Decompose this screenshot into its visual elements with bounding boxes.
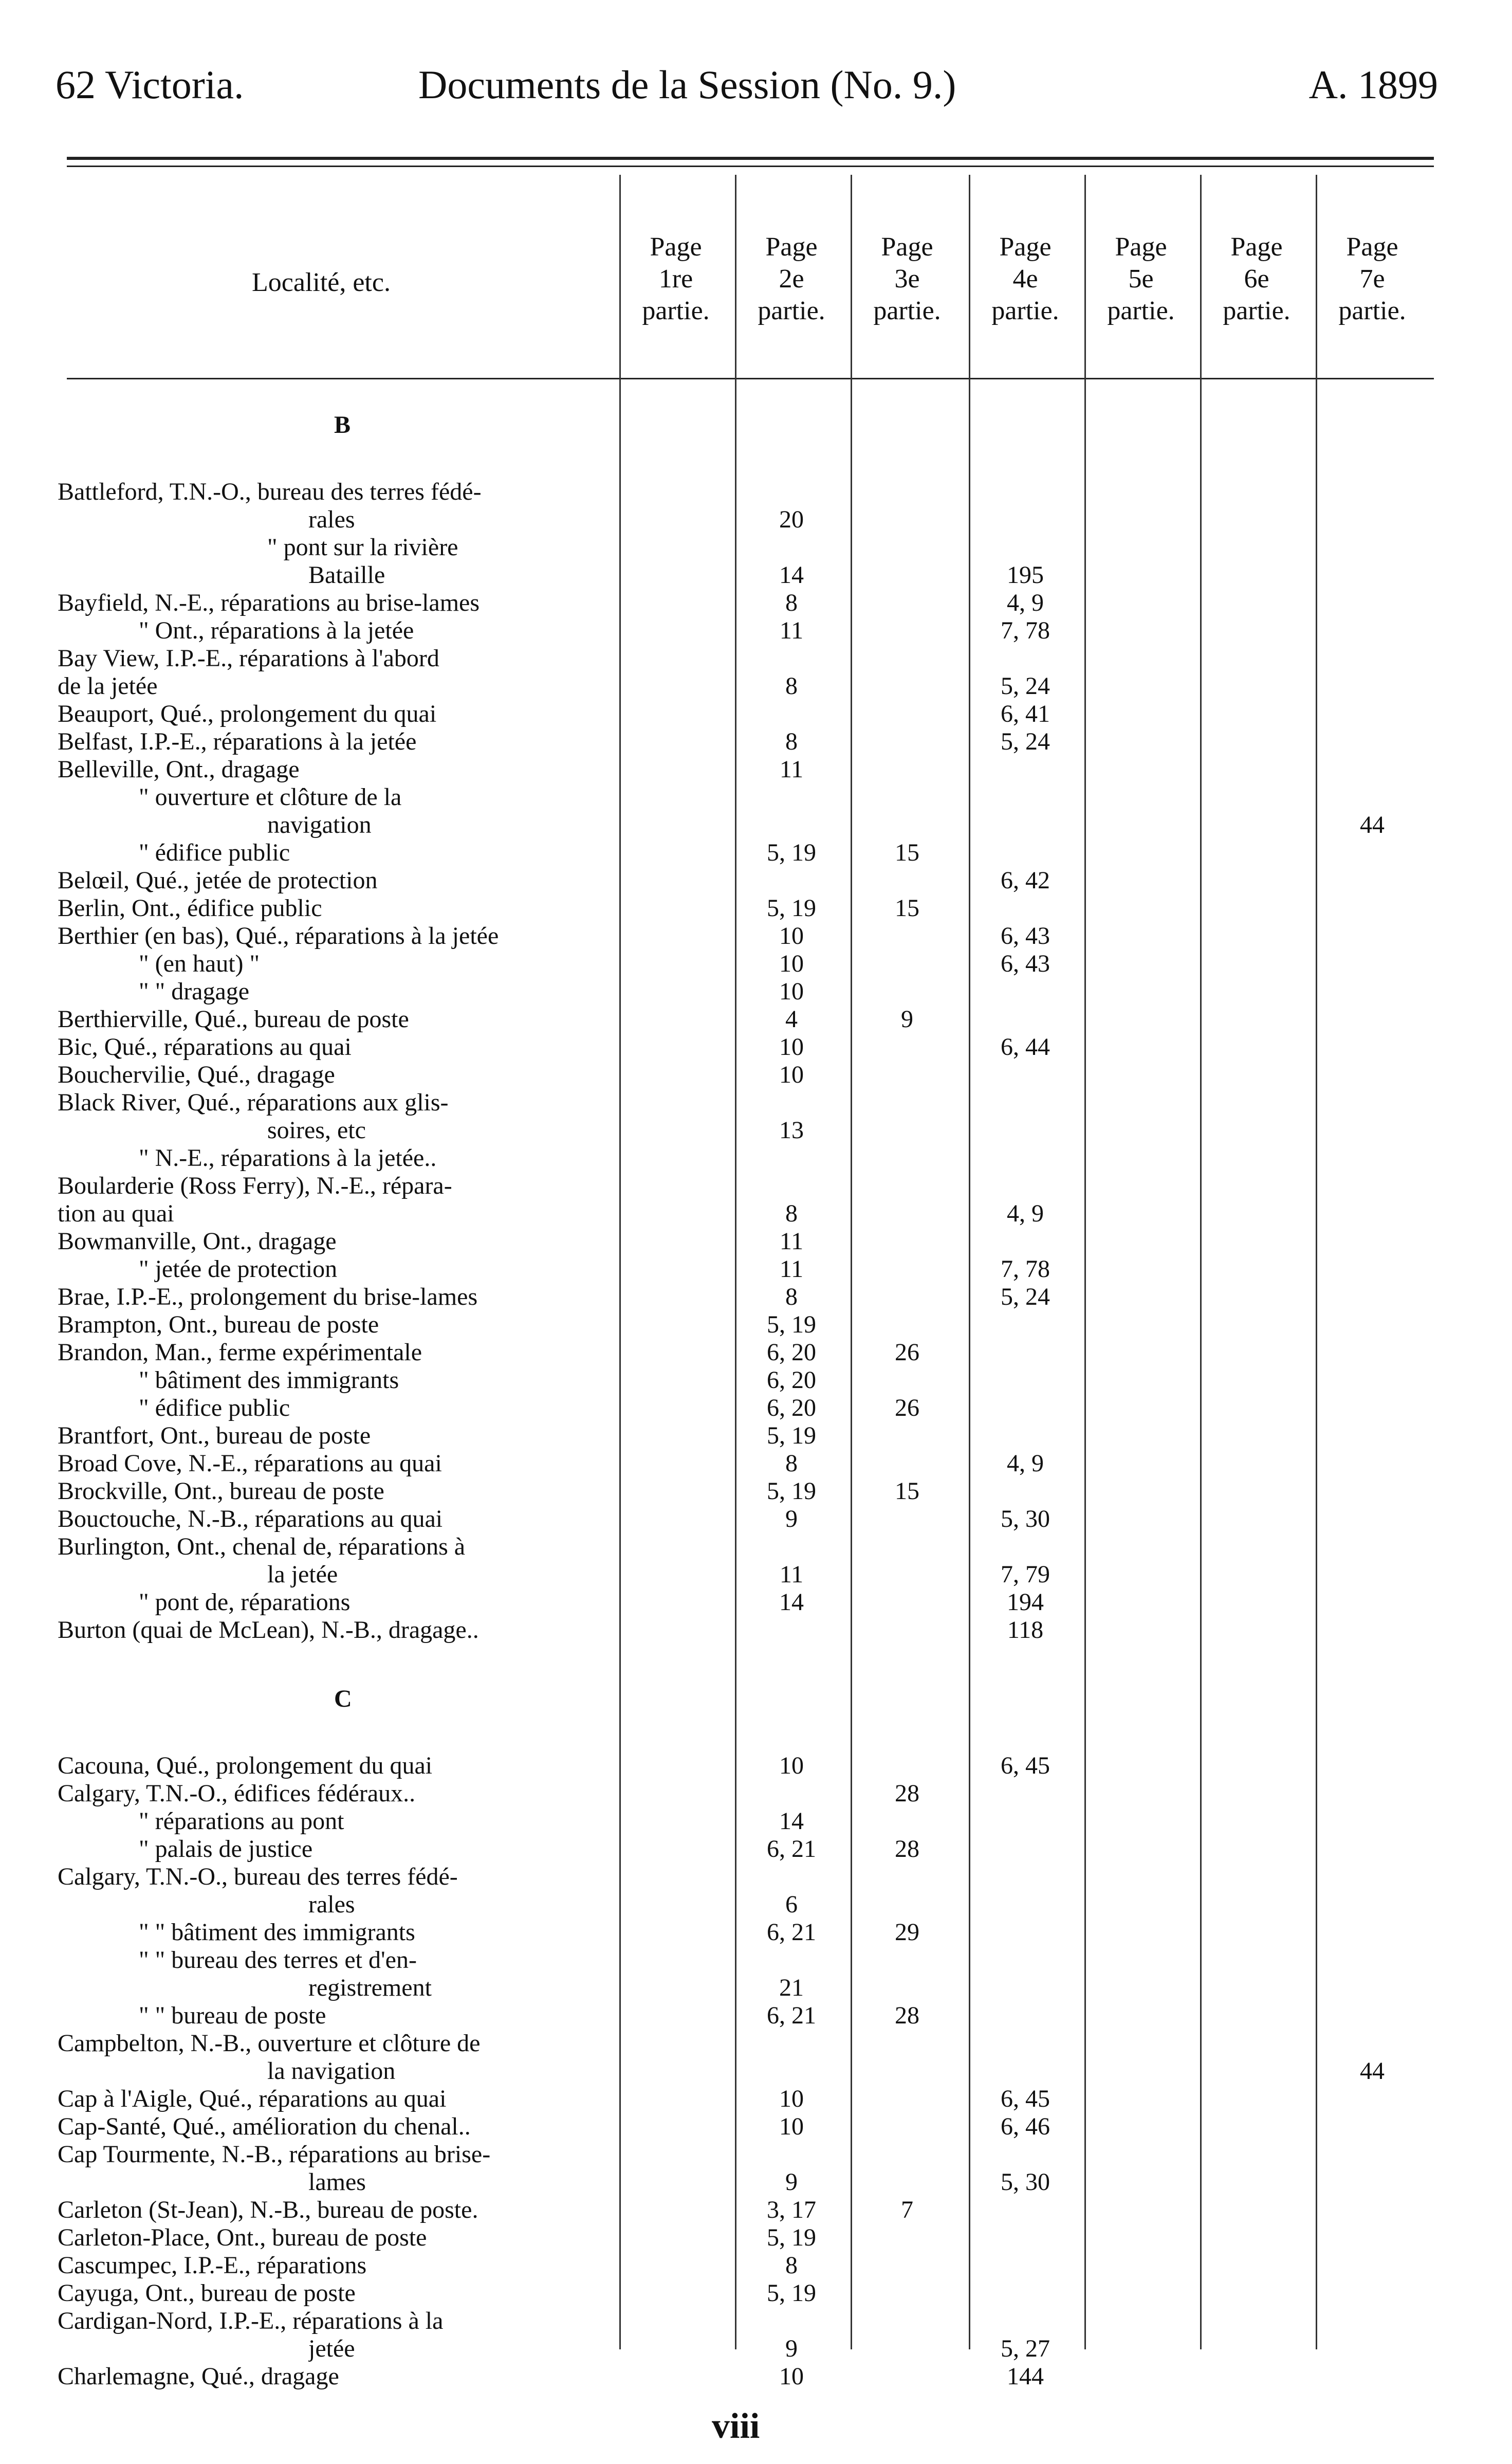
table-row [0, 2141, 1512, 2168]
locality-text: " Ont., réparations à la jetée [139, 617, 414, 644]
table-row [0, 1589, 1512, 1616]
page-ref-p2: 6, 21 [767, 1835, 816, 1863]
page-ref-p3: 28 [895, 1780, 919, 1807]
locality-text: Belœil, Qué., jetée de protection [58, 867, 378, 894]
page-ref-p4: 194 [1007, 1589, 1044, 1616]
locality-text: " jetée de protection [139, 1255, 338, 1283]
page-ref-p4: 5, 27 [1001, 2335, 1050, 2362]
page-ref-p3: 7 [901, 2196, 913, 2223]
table-row [0, 1311, 1512, 1339]
page-ref-p3: 15 [895, 895, 919, 922]
column-header-line: partie. [758, 296, 825, 325]
table-row [0, 534, 1512, 561]
column-header-line: partie. [873, 296, 941, 325]
table-row [0, 1228, 1512, 1255]
page-ref-p2: 8 [785, 589, 798, 616]
column-header-line: 4e [1012, 264, 1038, 294]
page-ref-p2: 10 [779, 1061, 804, 1088]
page-ref-p4: 6, 41 [1001, 700, 1050, 727]
locality-text: Broad Cove, N.-E., réparations au quai [58, 1450, 442, 1477]
page-ref-p2: 10 [779, 2363, 804, 2390]
table-row [0, 2057, 1512, 2085]
locality-text: " N.-E., réparations à la jetée.. [139, 1144, 437, 1172]
table-row [0, 978, 1512, 1006]
locality-text: tion au quai [58, 1200, 174, 1227]
table-row [0, 2030, 1512, 2057]
header-year: A. 1899 [1308, 62, 1438, 107]
table-row [0, 1808, 1512, 1835]
header-volume: 62 Victoria. [56, 62, 244, 107]
table-row [0, 1366, 1512, 1394]
locality-text: Bouctouche, N.-B., réparations au quai [58, 1505, 443, 1532]
table-row [0, 645, 1512, 672]
page-ref-p2: 6 [785, 1891, 798, 1918]
page-ref-p2: 10 [779, 1033, 804, 1061]
page-ref-p4: 7, 78 [1001, 1255, 1050, 1283]
page-ref-p2: 8 [785, 1200, 798, 1227]
column-header-part-5 [1090, 231, 1192, 327]
locality-text: Charlemagne, Qué., dragage [58, 2363, 339, 2390]
page-ref-p4: 4, 9 [1007, 1200, 1044, 1227]
locality-text: " bâtiment des immigrants [139, 1366, 399, 1394]
table-row [0, 756, 1512, 783]
table-row [0, 2252, 1512, 2279]
page-ref-p2: 8 [785, 1450, 798, 1477]
column-header-line: partie. [991, 296, 1059, 325]
table-row [0, 478, 1512, 506]
table-row [0, 811, 1512, 839]
page-header [56, 62, 1438, 118]
column-header-line: Page [650, 232, 702, 262]
header-rule-top [67, 157, 1434, 160]
page-ref-p2: 9 [785, 1505, 798, 1532]
locality-text: Cascumpec, I.P.-E., réparations [58, 2252, 367, 2279]
locality-text: " " bureau de poste [139, 2002, 326, 2029]
column-header-part-2 [740, 231, 843, 327]
table-row [0, 2168, 1512, 2196]
locality-text: Battleford, T.N.-O., bureau des terres fédé- [58, 478, 482, 505]
page-ref-p2: 8 [785, 728, 798, 755]
locality-text: " réparations au pont [139, 1808, 344, 1835]
page-ref-p2: 5, 19 [767, 2279, 816, 2307]
locality-text: la jetée [267, 1561, 338, 1588]
table-row [0, 1891, 1512, 1919]
table-row [0, 867, 1512, 895]
table-row [0, 1505, 1512, 1533]
page-ref-p2: 6, 20 [767, 1394, 816, 1421]
locality-text: Brockville, Ont., bureau de poste [58, 1477, 384, 1505]
locality-text: Belleville, Ont., dragage [58, 756, 300, 783]
page-ref-p2: 11 [779, 1228, 804, 1255]
locality-text: navigation [267, 811, 372, 838]
page-ref-p2: 11 [779, 756, 804, 783]
table-row [0, 1061, 1512, 1089]
table-row [0, 1339, 1512, 1366]
table-row [0, 2002, 1512, 2030]
page-ref-p2: 5, 19 [767, 895, 816, 922]
page-ref-p4: 144 [1007, 2363, 1044, 2390]
page-ref-p4: 195 [1007, 561, 1044, 589]
table-row [0, 1450, 1512, 1477]
locality-text: Bouchervilie, Qué., dragage [58, 1061, 335, 1088]
table-row [0, 2363, 1512, 2390]
page-ref-p2: 10 [779, 2113, 804, 2140]
page-ref-p4: 6, 44 [1001, 1033, 1050, 1061]
locality-text: " édifice public [139, 1394, 290, 1421]
locality-text: la navigation [267, 2057, 396, 2085]
page-ref-p2: 6, 20 [767, 1366, 816, 1394]
locality-text: Carleton-Place, Ont., bureau de poste [58, 2224, 427, 2251]
table-row [0, 922, 1512, 950]
page-ref-p4: 5, 30 [1001, 2168, 1050, 2196]
table-row [0, 1561, 1512, 1589]
locality-text: Bayfield, N.-E., réparations au brise-lames [58, 589, 480, 616]
column-header-part-3 [856, 231, 958, 327]
locality-text: Cardigan-Nord, I.P.-E., réparations à la [58, 2307, 444, 2334]
table-row [0, 589, 1512, 617]
table-row [0, 561, 1512, 589]
page-ref-p2: 5, 19 [767, 1477, 816, 1505]
page-ref-p2: 11 [779, 617, 804, 644]
table-row [0, 1422, 1512, 1450]
table-row [0, 2196, 1512, 2224]
page-ref-p2: 10 [779, 950, 804, 977]
page-ref-p4: 5, 24 [1001, 672, 1050, 700]
table-row [0, 1533, 1512, 1561]
table-row [0, 1919, 1512, 1946]
page-ref-p2: 9 [785, 2168, 798, 2196]
column-header-part-6 [1205, 231, 1308, 327]
table-row [0, 2279, 1512, 2307]
locality-text: de la jetée [58, 672, 158, 700]
page-ref-p2: 11 [779, 1255, 804, 1283]
table-row [0, 1863, 1512, 1891]
locality-text: " palais de justice [139, 1835, 313, 1863]
page-ref-p2: 10 [779, 2085, 804, 2112]
column-header-part-4 [974, 231, 1077, 327]
page-ref-p7: 44 [1360, 811, 1385, 838]
column-header-line: Page [765, 232, 818, 262]
locality-text: Bowmanville, Ont., dragage [58, 1228, 337, 1255]
locality-text: Campbelton, N.-B., ouverture et clôture de [58, 2030, 481, 2057]
column-header-line: 3e [894, 264, 920, 294]
locality-text: " édifice public [139, 839, 290, 866]
locality-text: Berthier (en bas), Qué., réparations à la jetée [58, 922, 499, 950]
page-ref-p4: 6, 45 [1001, 1752, 1050, 1779]
table-row [0, 1616, 1512, 1644]
column-header-part-1 [624, 231, 727, 327]
page-ref-p2: 6, 21 [767, 1919, 816, 1946]
table-row [0, 1394, 1512, 1422]
locality-text: Bataille [308, 561, 385, 589]
column-header-line: 2e [779, 264, 804, 294]
table-row [0, 2085, 1512, 2113]
locality-text: registrement [308, 1974, 432, 2001]
page-ref-p4: 6, 43 [1001, 950, 1050, 977]
header-title: Documents de la Session (No. 9.) [418, 62, 956, 107]
locality-text: rales [308, 1891, 355, 1918]
page-ref-p4: 5, 30 [1001, 1505, 1050, 1532]
page-ref-p3: 26 [895, 1339, 919, 1366]
table-row [0, 2113, 1512, 2141]
table-row [0, 728, 1512, 756]
table-row [0, 1477, 1512, 1505]
column-header-line: partie. [1338, 296, 1406, 325]
page-ref-p2: 5, 19 [767, 1422, 816, 1449]
locality-text: lames [308, 2168, 366, 2196]
page-ref-p4: 6, 45 [1001, 2085, 1050, 2112]
page-ref-p2: 9 [785, 2335, 798, 2362]
page-ref-p2: 10 [779, 978, 804, 1005]
page-ref-p4: 4, 9 [1007, 1450, 1044, 1477]
page-ref-p3: 9 [901, 1006, 913, 1033]
page-ref-p2: 20 [779, 506, 804, 533]
table-row [0, 2335, 1512, 2363]
column-header-part-7 [1321, 231, 1424, 327]
page-ref-p2: 5, 19 [767, 839, 816, 866]
locality-text: Brantfort, Ont., bureau de poste [58, 1422, 371, 1449]
page-ref-p3: 28 [895, 2002, 919, 2029]
table-row [0, 1200, 1512, 1228]
table-row [0, 1946, 1512, 1974]
locality-text: Black River, Qué., réparations aux glis- [58, 1089, 449, 1116]
page-ref-p2: 14 [779, 1808, 804, 1835]
locality-text: Berthierville, Qué., bureau de poste [58, 1006, 409, 1033]
table-row [0, 1752, 1512, 1780]
locality-text: Bic, Qué., réparations au quai [58, 1033, 352, 1061]
page-ref-p2: 14 [779, 561, 804, 589]
column-header-line: Page [1115, 232, 1167, 262]
table-row [0, 895, 1512, 922]
locality-text: soires, etc [267, 1117, 366, 1144]
page-ref-p3: 29 [895, 1919, 919, 1946]
locality-text: " pont de, réparations [139, 1589, 351, 1616]
locality-text: Cacouna, Qué., prolongement du quai [58, 1752, 433, 1779]
locality-text: " pont sur la rivière [267, 534, 458, 561]
locality-text: Belfast, I.P.-E., réparations à la jetée [58, 728, 417, 755]
table-row [0, 672, 1512, 700]
page-ref-p4: 6, 42 [1001, 867, 1050, 894]
page-ref-p2: 21 [779, 1974, 804, 2001]
locality-text: rales [308, 506, 355, 533]
section-heading-row [0, 411, 1512, 439]
table-row [0, 1089, 1512, 1117]
section-heading-row [0, 1685, 1512, 1713]
locality-text: Calgary, T.N.-O., édifices fédéraux.. [58, 1780, 416, 1807]
column-header-line: 6e [1244, 264, 1269, 294]
locality-text: Cap à l'Aigle, Qué., réparations au quai [58, 2085, 447, 2112]
page-ref-p4: 6, 46 [1001, 2113, 1050, 2140]
locality-text: Boularderie (Ross Ferry), N.-E., répara- [58, 1172, 452, 1199]
locality-text: " " dragage [139, 978, 250, 1005]
locality-text: " " bureau des terres et d'en- [139, 1946, 417, 1974]
page-ref-p2: 13 [779, 1117, 804, 1144]
page-ref-p4: 4, 9 [1007, 589, 1044, 616]
locality-text: Brae, I.P.-E., prolongement du brise-lames [58, 1283, 478, 1310]
locality-text: Bay View, I.P.-E., réparations à l'abord [58, 645, 439, 672]
page-ref-p2: 5, 19 [767, 1311, 816, 1338]
page-ref-p2: 14 [779, 1589, 804, 1616]
page-ref-p2: 8 [785, 1283, 798, 1310]
page-number: viii [712, 2406, 760, 2446]
locality-text: Cap Tourmente, N.-B., réparations au brise- [58, 2141, 491, 2168]
page-ref-p3: 15 [895, 839, 919, 866]
locality-text: Burton (quai de McLean), N.-B., dragage.. [58, 1616, 479, 1644]
table-row [0, 1144, 1512, 1172]
page-ref-p2: 10 [779, 1752, 804, 1779]
table-row [0, 2307, 1512, 2335]
page-ref-p2: 6, 20 [767, 1339, 816, 1366]
page-ref-p3: 28 [895, 1835, 919, 1863]
column-header-locality: Localité, etc. [252, 268, 391, 297]
column-header-line: partie. [1107, 296, 1175, 325]
table-row [0, 1172, 1512, 1200]
page-ref-p4: 6, 43 [1001, 922, 1050, 950]
table-row [0, 617, 1512, 645]
page-ref-p2: 8 [785, 672, 798, 700]
table-row [0, 1033, 1512, 1061]
page-ref-p2: 4 [785, 1006, 798, 1033]
page-ref-p4: 5, 24 [1001, 728, 1050, 755]
page-ref-p7: 44 [1360, 2057, 1385, 2085]
locality-text: Calgary, T.N.-O., bureau des terres fédé- [58, 1863, 458, 1890]
locality-text: " (en haut) " [139, 950, 260, 977]
locality-text: Brampton, Ont., bureau de poste [58, 1311, 379, 1338]
column-header-line: Page [881, 232, 933, 262]
locality-text: Burlington, Ont., chenal de, réparations à [58, 1533, 466, 1560]
page-ref-p4: 5, 24 [1001, 1283, 1050, 1310]
table-row [0, 1117, 1512, 1144]
column-header-rule [67, 378, 1434, 379]
column-header-line: Page [1230, 232, 1283, 262]
column-header-line: Page [999, 232, 1052, 262]
page-ref-p4: 118 [1007, 1616, 1044, 1644]
locality-text: jetée [308, 2335, 355, 2362]
page-ref-p2: 11 [779, 1561, 804, 1588]
page-ref-p2: 3, 17 [767, 2196, 816, 2223]
page-ref-p3: 15 [895, 1477, 919, 1505]
page-ref-p2: 6, 21 [767, 2002, 816, 2029]
locality-text: Brandon, Man., ferme expérimentale [58, 1339, 422, 1366]
page-ref-p3: 26 [895, 1394, 919, 1421]
table-row [0, 506, 1512, 534]
table-row [0, 1780, 1512, 1808]
column-header-line: 5e [1128, 264, 1154, 294]
table-row [0, 1006, 1512, 1033]
table-row [0, 1255, 1512, 1283]
locality-text: " ouverture et clôture de la [139, 783, 402, 811]
table-row [0, 1974, 1512, 2002]
locality-text: Berlin, Ont., édifice public [58, 895, 322, 922]
locality-text: Cayuga, Ont., bureau de poste [58, 2279, 356, 2307]
locality-text: " " bâtiment des immigrants [139, 1919, 415, 1946]
table-row [0, 1835, 1512, 1863]
table-row [0, 700, 1512, 728]
page-ref-p4: 7, 79 [1001, 1561, 1050, 1588]
header-rule-bottom [67, 166, 1434, 167]
table-row [0, 2224, 1512, 2252]
table-row [0, 950, 1512, 978]
column-header-line: 7e [1359, 264, 1385, 294]
page-ref-p2: 5, 19 [767, 2224, 816, 2251]
page-ref-p4: 7, 78 [1001, 617, 1050, 644]
column-header-line: 1re [658, 264, 693, 294]
locality-text: Beauport, Qué., prolongement du quai [58, 700, 437, 727]
column-header-line: partie. [642, 296, 710, 325]
page-ref-p2: 10 [779, 922, 804, 950]
page-ref-p2: 8 [785, 2252, 798, 2279]
table-row [0, 783, 1512, 811]
table-row [0, 839, 1512, 867]
table-row [0, 1283, 1512, 1311]
locality-text: Cap-Santé, Qué., amélioration du chenal.. [58, 2113, 471, 2140]
column-header-line: partie. [1223, 296, 1290, 325]
section-letter: C [334, 1685, 352, 1712]
locality-text: Carleton (St-Jean), N.-B., bureau de poste. [58, 2196, 478, 2223]
section-letter: B [334, 411, 351, 439]
column-header-line: Page [1346, 232, 1398, 262]
